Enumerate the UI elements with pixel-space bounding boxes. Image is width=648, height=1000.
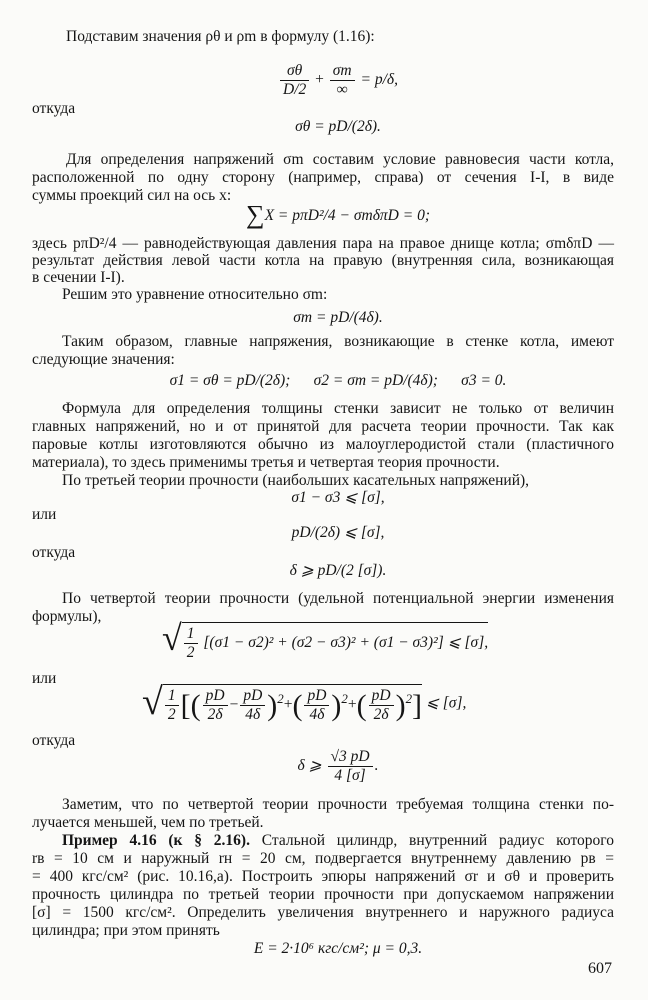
text-line: расположенной по одну сторону (например, справа) от сечения I-I, в виде bbox=[32, 169, 614, 186]
fraction: $\frac{\sigma m}{\infty}$ bbox=[330, 62, 355, 99]
fraction: $\frac{1}{2}$ bbox=[184, 625, 198, 662]
text-line: прочность цилиндра по третьей теории прочности при допускаемом напряжении bbox=[32, 886, 614, 903]
text-line: в сечении I-I). bbox=[32, 269, 125, 286]
equation-11: δ ⩾ $\frac{√3 pD}{4 [\sigma]}$ . bbox=[297, 748, 379, 784]
equation-5: σ1 = σθ = pD/(2δ); σ2 = σm = pD/(4δ); σ3 = 0. bbox=[169, 372, 507, 389]
equation-10: √ $\frac{1}{2}$ [( $\frac{pD}{2\delta}$ − $\frac{pD}{4\delta}$ )$^2$+( $\frac{pD}{4\delta}$ )$^2$+( $\frac{pD}{2\delta}$ )$^2$] ⩽ [σ], bbox=[142, 680, 467, 723]
text-line: Подставим значения ρθ и ρm в формулу (1.16): bbox=[66, 28, 375, 45]
fraction: $\frac{pD}{2\delta}$ bbox=[369, 687, 394, 724]
equation-12: E = 2·10⁶ кгс/см²; μ = 0,3. bbox=[253, 940, 423, 957]
text-line: паровые котлы изготовляются обычно из малоуглеродистой стали (пластичного bbox=[32, 436, 614, 453]
text-line: Пример 4.16 (к § 2.16). Стальной цилиндр, внутренний радиус которого bbox=[62, 832, 615, 849]
text-line: = 400 кгс/см² (рис. 10.16,а). Построить эпюры напряжений σr и σθ и проверить bbox=[32, 868, 614, 885]
text-line: лучается меньшей, чем по третьей. bbox=[32, 814, 264, 831]
text-line: откуда bbox=[32, 100, 76, 117]
text-line: откуда bbox=[32, 544, 76, 561]
fraction: $\frac{pD}{4\delta}$ bbox=[304, 687, 329, 724]
equation-8: δ ⩾ pD/(2 [σ]). bbox=[289, 562, 387, 579]
fraction: $\frac{\sigma\theta}{D/2}$ bbox=[280, 62, 309, 99]
text-line: rв = 10 см и наружный rн = 20 см, подвергается внутреннему давлению pв = bbox=[32, 850, 614, 867]
text-line: следующие значения: bbox=[32, 351, 175, 368]
page-number: 607 bbox=[588, 960, 612, 977]
fraction: $\frac{√3 pD}{4 [\sigma]}$ bbox=[328, 748, 373, 785]
fraction: $\frac{1}{2}$ bbox=[165, 687, 179, 724]
text-line: Таким образом, главные напряжения, возникающие в стенке котла, имеют bbox=[62, 333, 614, 350]
equation-1: $\frac{\sigma\theta}{D/2}$ + $\frac{\sigma m}{\infty}$ = p/δ, bbox=[62, 62, 614, 99]
text-line: Решим это уравнение относительно σm: bbox=[62, 286, 328, 303]
equation-2: σθ = pD/(2δ). bbox=[295, 118, 381, 135]
text-line: цилиндра; при этом принять bbox=[32, 922, 220, 939]
equation-6: σ1 − σ3 ⩽ [σ], bbox=[291, 489, 385, 506]
text-line: результат действия левой части котла на правую (внутренняя сила, возникающая bbox=[32, 252, 614, 269]
text-line: Для определения напряжений σm составим условие равновесия части котла, bbox=[66, 151, 614, 168]
equation-9 bbox=[162, 617, 489, 662]
text-line: суммы проекций сил на ось x: bbox=[32, 187, 232, 204]
equation-7: pD/(2δ) ⩽ [σ], bbox=[291, 524, 385, 541]
radicand: $\frac{1}{2}$ [( $\frac{pD}{2\delta}$ − $\frac{pD}{4\delta}$ )$^2$+( $\frac{pD}{4\delta}$ )$^2$+( $\frac{pD}{2\delta}$ )$^2$] bbox=[163, 684, 422, 724]
equation-4: σm = pD/(4δ). bbox=[293, 309, 383, 326]
text-line: или bbox=[32, 506, 57, 523]
text-line: Формула для определения толщины стенки зависит не только от величин bbox=[62, 400, 614, 417]
text-line: Заметим, что по четвертой теории прочности требуемая толщина стенки по- bbox=[62, 796, 614, 813]
text-line: По четвертой теории прочности (удельной потенциальной энергии изменения bbox=[62, 590, 614, 607]
text-line: формулы), bbox=[32, 608, 102, 625]
radicand: $\frac{1}{2}$ [(σ1 − σ2)² + (σ2 − σ3)² + (σ1 − σ3)²] ⩽ [σ], bbox=[182, 622, 488, 662]
text-line: По третьей теории прочности (наибольших касательных напряжений), bbox=[62, 472, 530, 489]
text-line: главных напряжений, но и от принятой для расчета теории прочности. Так как bbox=[32, 418, 614, 435]
example-heading: Пример 4.16 (к § 2.16). bbox=[62, 832, 250, 849]
fraction: $\frac{pD}{4\delta}$ bbox=[240, 687, 265, 724]
text-line: или bbox=[32, 670, 57, 687]
root-sign: √ bbox=[162, 617, 182, 658]
text-line: [σ] = 1500 кгс/см². Определить увеличения внутреннего и наружного радиуса bbox=[32, 904, 614, 921]
fraction: $\frac{pD}{2\delta}$ bbox=[203, 687, 228, 724]
text-line: здесь pπD²/4 — равнодействующая давления пара на правое днище котла; σmδπD — bbox=[32, 235, 614, 252]
root-sign: √ bbox=[142, 680, 163, 723]
text-line: материала), то здесь применимы третья и четвертая теория прочности. bbox=[32, 454, 500, 471]
text-line: откуда bbox=[32, 732, 76, 749]
equation-3: ∑X = pπD²/4 − σmδπD = 0; bbox=[246, 200, 430, 229]
